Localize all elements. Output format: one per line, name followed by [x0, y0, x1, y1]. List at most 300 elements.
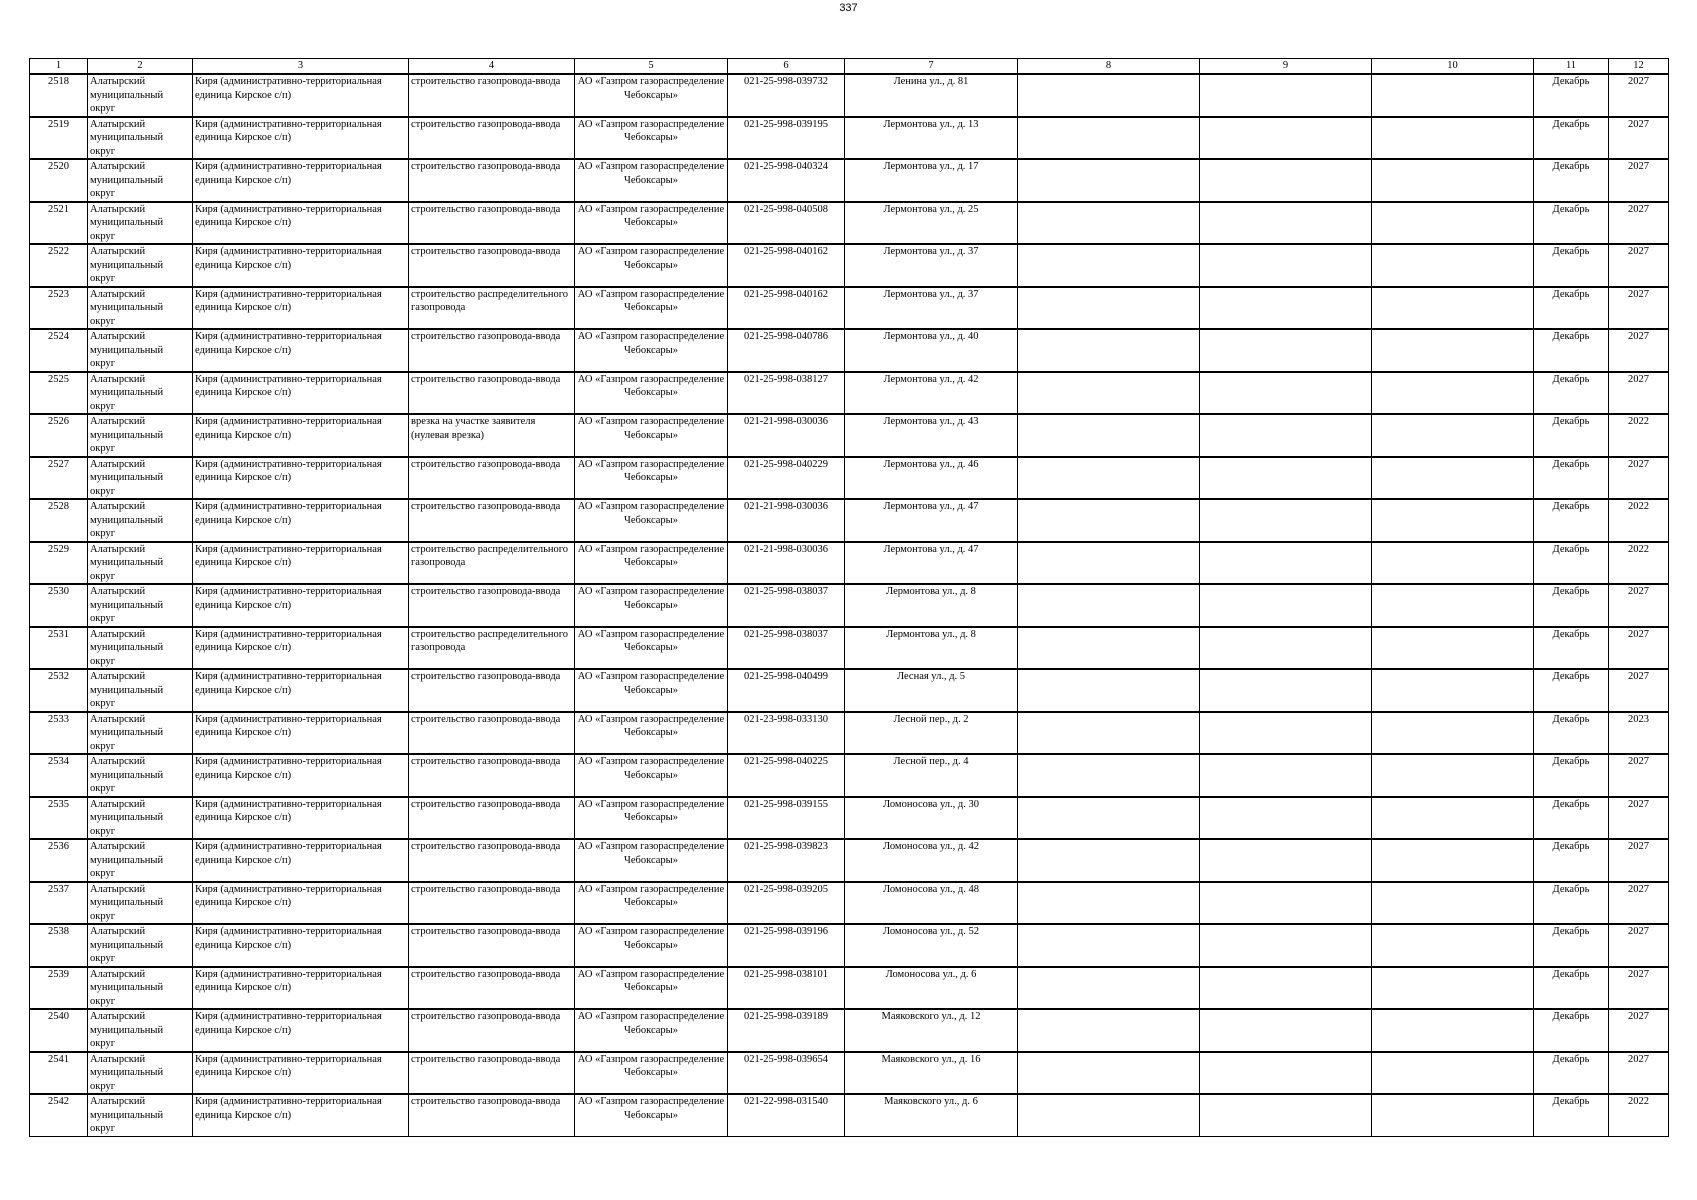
column-9-cell: [1200, 244, 1372, 287]
row-number-cell: 2531: [30, 627, 88, 670]
column-9-cell: [1200, 542, 1372, 585]
district-cell: Алатырский муниципальный округ: [88, 287, 193, 330]
district-cell: Алатырский муниципальный округ: [88, 244, 193, 287]
year-cell: 2022: [1609, 499, 1669, 542]
column-8-cell: [1018, 882, 1200, 925]
organization-cell: АО «Газпром газораспределение Чебоксары»: [575, 669, 728, 712]
column-header-3: 3: [193, 59, 409, 75]
address-cell: Лермонтова ул., д. 42: [845, 372, 1018, 415]
year-cell: 2027: [1609, 372, 1669, 415]
settlement-cell: Киря (административно-территориальная единица Кирское с/п): [193, 797, 409, 840]
address-cell: Лермонтова ул., д. 37: [845, 287, 1018, 330]
district-cell: Алатырский муниципальный округ: [88, 117, 193, 160]
address-cell: Лермонтова ул., д. 46: [845, 457, 1018, 500]
district-cell: Алатырский муниципальный округ: [88, 669, 193, 712]
organization-cell: АО «Газпром газораспределение Чебоксары»: [575, 797, 728, 840]
year-cell: 2027: [1609, 1009, 1669, 1052]
settlement-cell: Киря (административно-территориальная единица Кирское с/п): [193, 754, 409, 797]
year-cell: 2027: [1609, 584, 1669, 627]
work-type-cell: строительство газопровода-ввода: [409, 372, 575, 415]
row-number-cell: 2520: [30, 159, 88, 202]
month-cell: Декабрь: [1534, 1094, 1609, 1136]
organization-cell: АО «Газпром газораспределение Чебоксары»: [575, 117, 728, 160]
column-8-cell: [1018, 244, 1200, 287]
register-table: [29, 58, 1669, 1137]
column-8-cell: [1018, 669, 1200, 712]
address-cell: Лесная ул., д. 5: [845, 669, 1018, 712]
address-cell: Лермонтова ул., д. 17: [845, 159, 1018, 202]
work-type-cell: строительство распределительного газопровода: [409, 627, 575, 670]
month-cell: Декабрь: [1534, 967, 1609, 1010]
table-row: [30, 117, 1669, 160]
column-8-cell: [1018, 74, 1200, 117]
work-type-cell: врезка на участке заявителя (нулевая врезка): [409, 414, 575, 457]
application-code-cell: 021-25-998-040508: [728, 202, 845, 245]
row-number-cell: 2539: [30, 967, 88, 1010]
column-header-1: 1: [30, 59, 88, 75]
column-10-cell: [1372, 669, 1534, 712]
work-type-cell: строительство газопровода-ввода: [409, 244, 575, 287]
year-cell: 2022: [1609, 1094, 1669, 1136]
table-header-row: [30, 59, 1669, 75]
work-type-cell: строительство газопровода-ввода: [409, 457, 575, 500]
column-9-cell: [1200, 287, 1372, 330]
column-8-cell: [1018, 797, 1200, 840]
year-cell: 2027: [1609, 1052, 1669, 1095]
month-cell: Декабрь: [1534, 457, 1609, 500]
year-cell: 2027: [1609, 669, 1669, 712]
column-10-cell: [1372, 159, 1534, 202]
column-header-10: 10: [1372, 59, 1534, 75]
month-cell: Декабрь: [1534, 797, 1609, 840]
column-header-4: 4: [409, 59, 575, 75]
work-type-cell: строительство распределительного газопровода: [409, 542, 575, 585]
row-number-cell: 2538: [30, 924, 88, 967]
settlement-cell: Киря (административно-территориальная единица Кирское с/п): [193, 202, 409, 245]
settlement-cell: Киря (административно-территориальная единица Кирское с/п): [193, 372, 409, 415]
column-9-cell: [1200, 669, 1372, 712]
year-cell: 2027: [1609, 627, 1669, 670]
application-code-cell: 021-25-998-040162: [728, 244, 845, 287]
organization-cell: АО «Газпром газораспределение Чебоксары»: [575, 712, 728, 755]
work-type-cell: строительство газопровода-ввода: [409, 499, 575, 542]
settlement-cell: Киря (административно-территориальная единица Кирское с/п): [193, 669, 409, 712]
year-cell: 2027: [1609, 329, 1669, 372]
row-number-cell: 2541: [30, 1052, 88, 1095]
district-cell: Алатырский муниципальный округ: [88, 924, 193, 967]
district-cell: Алатырский муниципальный округ: [88, 1094, 193, 1136]
district-cell: Алатырский муниципальный округ: [88, 372, 193, 415]
column-8-cell: [1018, 457, 1200, 500]
settlement-cell: Киря (административно-территориальная единица Кирское с/п): [193, 499, 409, 542]
settlement-cell: Киря (административно-территориальная единица Кирское с/п): [193, 1094, 409, 1136]
application-code-cell: 021-25-998-040229: [728, 457, 845, 500]
column-9-cell: [1200, 797, 1372, 840]
column-10-cell: [1372, 499, 1534, 542]
organization-cell: АО «Газпром газораспределение Чебоксары»: [575, 584, 728, 627]
row-number-cell: 2536: [30, 839, 88, 882]
table-row: [30, 754, 1669, 797]
settlement-cell: Киря (административно-территориальная единица Кирское с/п): [193, 882, 409, 925]
row-number-cell: 2518: [30, 74, 88, 117]
month-cell: Декабрь: [1534, 1052, 1609, 1095]
row-number-cell: 2537: [30, 882, 88, 925]
district-cell: Алатырский муниципальный округ: [88, 967, 193, 1010]
row-number-cell: 2526: [30, 414, 88, 457]
column-10-cell: [1372, 202, 1534, 245]
row-number-cell: 2525: [30, 372, 88, 415]
application-code-cell: 021-25-998-040786: [728, 329, 845, 372]
column-10-cell: [1372, 1052, 1534, 1095]
year-cell: 2027: [1609, 967, 1669, 1010]
column-8-cell: [1018, 202, 1200, 245]
table-row: [30, 669, 1669, 712]
column-8-cell: [1018, 627, 1200, 670]
organization-cell: АО «Газпром газораспределение Чебоксары»: [575, 754, 728, 797]
table-row: [30, 882, 1669, 925]
month-cell: Декабрь: [1534, 882, 1609, 925]
column-10-cell: [1372, 584, 1534, 627]
organization-cell: АО «Газпром газораспределение Чебоксары»: [575, 74, 728, 117]
settlement-cell: Киря (административно-территориальная единица Кирское с/п): [193, 457, 409, 500]
column-10-cell: [1372, 967, 1534, 1010]
address-cell: Лермонтова ул., д. 47: [845, 542, 1018, 585]
column-9-cell: [1200, 1052, 1372, 1095]
year-cell: 2027: [1609, 244, 1669, 287]
year-cell: 2027: [1609, 117, 1669, 160]
column-10-cell: [1372, 1094, 1534, 1136]
year-cell: 2027: [1609, 457, 1669, 500]
column-10-cell: [1372, 287, 1534, 330]
column-9-cell: [1200, 117, 1372, 160]
organization-cell: АО «Газпром газораспределение Чебоксары»: [575, 542, 728, 585]
table-row: [30, 712, 1669, 755]
organization-cell: АО «Газпром газораспределение Чебоксары»: [575, 1094, 728, 1136]
district-cell: Алатырский муниципальный округ: [88, 202, 193, 245]
work-type-cell: строительство газопровода-ввода: [409, 924, 575, 967]
column-8-cell: [1018, 754, 1200, 797]
application-code-cell: 021-25-998-040225: [728, 754, 845, 797]
row-number-cell: 2533: [30, 712, 88, 755]
column-8-cell: [1018, 924, 1200, 967]
year-cell: 2023: [1609, 712, 1669, 755]
month-cell: Декабрь: [1534, 499, 1609, 542]
district-cell: Алатырский муниципальный округ: [88, 457, 193, 500]
column-9-cell: [1200, 882, 1372, 925]
work-type-cell: строительство газопровода-ввода: [409, 584, 575, 627]
work-type-cell: строительство газопровода-ввода: [409, 669, 575, 712]
column-9-cell: [1200, 627, 1372, 670]
column-9-cell: [1200, 584, 1372, 627]
address-cell: Ломоносова ул., д. 6: [845, 967, 1018, 1010]
address-cell: Лермонтова ул., д. 8: [845, 584, 1018, 627]
column-9-cell: [1200, 1094, 1372, 1136]
work-type-cell: строительство газопровода-ввода: [409, 754, 575, 797]
application-code-cell: 021-22-998-031540: [728, 1094, 845, 1136]
organization-cell: АО «Газпром газораспределение Чебоксары»: [575, 372, 728, 415]
column-8-cell: [1018, 839, 1200, 882]
column-10-cell: [1372, 542, 1534, 585]
district-cell: Алатырский муниципальный округ: [88, 839, 193, 882]
row-number-cell: 2519: [30, 117, 88, 160]
month-cell: Декабрь: [1534, 669, 1609, 712]
column-8-cell: [1018, 499, 1200, 542]
work-type-cell: строительство газопровода-ввода: [409, 117, 575, 160]
work-type-cell: строительство газопровода-ввода: [409, 1009, 575, 1052]
application-code-cell: 021-25-998-040499: [728, 669, 845, 712]
column-10-cell: [1372, 924, 1534, 967]
column-8-cell: [1018, 1094, 1200, 1136]
settlement-cell: Киря (административно-территориальная единица Кирское с/п): [193, 74, 409, 117]
column-10-cell: [1372, 839, 1534, 882]
table-row: [30, 1052, 1669, 1095]
address-cell: Лермонтова ул., д. 13: [845, 117, 1018, 160]
column-8-cell: [1018, 542, 1200, 585]
column-header-8: 8: [1018, 59, 1200, 75]
application-code-cell: 021-25-998-038037: [728, 584, 845, 627]
settlement-cell: Киря (административно-территориальная единица Кирское с/п): [193, 287, 409, 330]
settlement-cell: Киря (административно-территориальная единица Кирское с/п): [193, 712, 409, 755]
row-number-cell: 2532: [30, 669, 88, 712]
address-cell: Лермонтова ул., д. 43: [845, 414, 1018, 457]
table-row: [30, 287, 1669, 330]
column-header-12: 12: [1609, 59, 1669, 75]
settlement-cell: Киря (административно-территориальная единица Кирское с/п): [193, 1052, 409, 1095]
application-code-cell: 021-25-998-039732: [728, 74, 845, 117]
column-10-cell: [1372, 244, 1534, 287]
organization-cell: АО «Газпром газораспределение Чебоксары»: [575, 882, 728, 925]
column-header-6: 6: [728, 59, 845, 75]
district-cell: Алатырский муниципальный округ: [88, 797, 193, 840]
address-cell: Ломоносова ул., д. 42: [845, 839, 1018, 882]
column-9-cell: [1200, 1009, 1372, 1052]
application-code-cell: 021-25-998-039654: [728, 1052, 845, 1095]
settlement-cell: Киря (административно-территориальная единица Кирское с/п): [193, 542, 409, 585]
work-type-cell: строительство газопровода-ввода: [409, 74, 575, 117]
work-type-cell: строительство газопровода-ввода: [409, 839, 575, 882]
column-9-cell: [1200, 499, 1372, 542]
work-type-cell: строительство газопровода-ввода: [409, 329, 575, 372]
year-cell: 2027: [1609, 287, 1669, 330]
month-cell: Декабрь: [1534, 754, 1609, 797]
column-8-cell: [1018, 117, 1200, 160]
address-cell: Лесной пер., д. 2: [845, 712, 1018, 755]
district-cell: Алатырский муниципальный округ: [88, 754, 193, 797]
district-cell: Алатырский муниципальный округ: [88, 329, 193, 372]
column-8-cell: [1018, 372, 1200, 415]
application-code-cell: 021-25-998-040324: [728, 159, 845, 202]
settlement-cell: Киря (административно-территориальная единица Кирское с/п): [193, 839, 409, 882]
organization-cell: АО «Газпром газораспределение Чебоксары»: [575, 329, 728, 372]
application-code-cell: 021-25-998-038101: [728, 967, 845, 1010]
column-header-5: 5: [575, 59, 728, 75]
table-row: [30, 1009, 1669, 1052]
organization-cell: АО «Газпром газораспределение Чебоксары»: [575, 287, 728, 330]
month-cell: Декабрь: [1534, 74, 1609, 117]
column-10-cell: [1372, 414, 1534, 457]
organization-cell: АО «Газпром газораспределение Чебоксары»: [575, 839, 728, 882]
page-number: 337: [839, 2, 858, 14]
table-row: [30, 542, 1669, 585]
year-cell: 2022: [1609, 542, 1669, 585]
year-cell: 2027: [1609, 882, 1669, 925]
month-cell: Декабрь: [1534, 712, 1609, 755]
district-cell: Алатырский муниципальный округ: [88, 74, 193, 117]
row-number-cell: 2522: [30, 244, 88, 287]
application-code-cell: 021-25-998-039205: [728, 882, 845, 925]
month-cell: Декабрь: [1534, 329, 1609, 372]
table-body: [30, 74, 1669, 1136]
address-cell: Маяковского ул., д. 16: [845, 1052, 1018, 1095]
column-8-cell: [1018, 414, 1200, 457]
district-cell: Алатырский муниципальный округ: [88, 627, 193, 670]
column-9-cell: [1200, 159, 1372, 202]
column-10-cell: [1372, 329, 1534, 372]
application-code-cell: 021-23-998-033130: [728, 712, 845, 755]
column-header-2: 2: [88, 59, 193, 75]
settlement-cell: Киря (административно-территориальная единица Кирское с/п): [193, 244, 409, 287]
column-9-cell: [1200, 372, 1372, 415]
application-code-cell: 021-21-998-030036: [728, 414, 845, 457]
address-cell: Ломоносова ул., д. 48: [845, 882, 1018, 925]
address-cell: Маяковского ул., д. 12: [845, 1009, 1018, 1052]
table-row: [30, 924, 1669, 967]
row-number-cell: 2529: [30, 542, 88, 585]
organization-cell: АО «Газпром газораспределение Чебоксары»: [575, 1009, 728, 1052]
settlement-cell: Киря (административно-территориальная единица Кирское с/п): [193, 414, 409, 457]
settlement-cell: Киря (административно-территориальная единица Кирское с/п): [193, 1009, 409, 1052]
address-cell: Лермонтова ул., д. 25: [845, 202, 1018, 245]
table-row: [30, 372, 1669, 415]
column-10-cell: [1372, 117, 1534, 160]
application-code-cell: 021-25-998-038127: [728, 372, 845, 415]
application-code-cell: 021-25-998-039189: [728, 1009, 845, 1052]
column-10-cell: [1372, 627, 1534, 670]
district-cell: Алатырский муниципальный округ: [88, 1052, 193, 1095]
column-8-cell: [1018, 287, 1200, 330]
work-type-cell: строительство газопровода-ввода: [409, 1052, 575, 1095]
work-type-cell: строительство газопровода-ввода: [409, 1094, 575, 1136]
month-cell: Декабрь: [1534, 372, 1609, 415]
column-9-cell: [1200, 712, 1372, 755]
address-cell: Ломоносова ул., д. 52: [845, 924, 1018, 967]
organization-cell: АО «Газпром газораспределение Чебоксары»: [575, 244, 728, 287]
column-9-cell: [1200, 754, 1372, 797]
district-cell: Алатырский муниципальный округ: [88, 542, 193, 585]
year-cell: 2027: [1609, 797, 1669, 840]
row-number-cell: 2534: [30, 754, 88, 797]
row-number-cell: 2523: [30, 287, 88, 330]
column-8-cell: [1018, 584, 1200, 627]
row-number-cell: 2535: [30, 797, 88, 840]
address-cell: Ленина ул., д. 81: [845, 74, 1018, 117]
column-header-11: 11: [1534, 59, 1609, 75]
table-row: [30, 584, 1669, 627]
work-type-cell: строительство газопровода-ввода: [409, 159, 575, 202]
year-cell: 2027: [1609, 159, 1669, 202]
column-10-cell: [1372, 712, 1534, 755]
month-cell: Декабрь: [1534, 839, 1609, 882]
district-cell: Алатырский муниципальный округ: [88, 1009, 193, 1052]
column-8-cell: [1018, 712, 1200, 755]
column-10-cell: [1372, 1009, 1534, 1052]
column-9-cell: [1200, 457, 1372, 500]
table-row: [30, 797, 1669, 840]
table-row: [30, 457, 1669, 500]
table-row: [30, 967, 1669, 1010]
table-row: [30, 499, 1669, 542]
settlement-cell: Киря (административно-территориальная единица Кирское с/п): [193, 159, 409, 202]
month-cell: Декабрь: [1534, 287, 1609, 330]
column-8-cell: [1018, 159, 1200, 202]
application-code-cell: 021-21-998-030036: [728, 542, 845, 585]
address-cell: Лесной пер., д. 4: [845, 754, 1018, 797]
table-row: [30, 244, 1669, 287]
year-cell: 2022: [1609, 414, 1669, 457]
column-10-cell: [1372, 754, 1534, 797]
district-cell: Алатырский муниципальный округ: [88, 159, 193, 202]
table-row: [30, 839, 1669, 882]
column-9-cell: [1200, 414, 1372, 457]
column-header-7: 7: [845, 59, 1018, 75]
row-number-cell: 2530: [30, 584, 88, 627]
column-9-cell: [1200, 202, 1372, 245]
row-number-cell: 2542: [30, 1094, 88, 1136]
address-cell: Маяковского ул., д. 6: [845, 1094, 1018, 1136]
row-number-cell: 2528: [30, 499, 88, 542]
column-8-cell: [1018, 329, 1200, 372]
application-code-cell: 021-25-998-039195: [728, 117, 845, 160]
column-10-cell: [1372, 882, 1534, 925]
month-cell: Декабрь: [1534, 1009, 1609, 1052]
organization-cell: АО «Газпром газораспределение Чебоксары»: [575, 457, 728, 500]
application-code-cell: 021-25-998-039823: [728, 839, 845, 882]
application-code-cell: 021-25-998-038037: [728, 627, 845, 670]
month-cell: Декабрь: [1534, 584, 1609, 627]
month-cell: Декабрь: [1534, 202, 1609, 245]
month-cell: Декабрь: [1534, 542, 1609, 585]
organization-cell: АО «Газпром газораспределение Чебоксары»: [575, 414, 728, 457]
column-9-cell: [1200, 329, 1372, 372]
address-cell: Лермонтова ул., д. 37: [845, 244, 1018, 287]
settlement-cell: Киря (административно-территориальная единица Кирское с/п): [193, 329, 409, 372]
work-type-cell: строительство газопровода-ввода: [409, 882, 575, 925]
table-row: [30, 74, 1669, 117]
row-number-cell: 2521: [30, 202, 88, 245]
month-cell: Декабрь: [1534, 244, 1609, 287]
settlement-cell: Киря (административно-территориальная единица Кирское с/п): [193, 117, 409, 160]
column-8-cell: [1018, 1009, 1200, 1052]
month-cell: Декабрь: [1534, 117, 1609, 160]
organization-cell: АО «Газпром газораспределение Чебоксары»: [575, 202, 728, 245]
district-cell: Алатырский муниципальный округ: [88, 584, 193, 627]
column-8-cell: [1018, 1052, 1200, 1095]
organization-cell: АО «Газпром газораспределение Чебоксары»: [575, 924, 728, 967]
settlement-cell: Киря (административно-территориальная единица Кирское с/п): [193, 627, 409, 670]
column-10-cell: [1372, 74, 1534, 117]
year-cell: 2027: [1609, 754, 1669, 797]
settlement-cell: Киря (административно-территориальная единица Кирское с/п): [193, 924, 409, 967]
column-8-cell: [1018, 967, 1200, 1010]
row-number-cell: 2524: [30, 329, 88, 372]
address-cell: Ломоносова ул., д. 30: [845, 797, 1018, 840]
work-type-cell: строительство газопровода-ввода: [409, 967, 575, 1010]
organization-cell: АО «Газпром газораспределение Чебоксары»: [575, 499, 728, 542]
address-cell: Лермонтова ул., д. 40: [845, 329, 1018, 372]
table-row: [30, 159, 1669, 202]
column-header-9: 9: [1200, 59, 1372, 75]
application-code-cell: 021-21-998-030036: [728, 499, 845, 542]
